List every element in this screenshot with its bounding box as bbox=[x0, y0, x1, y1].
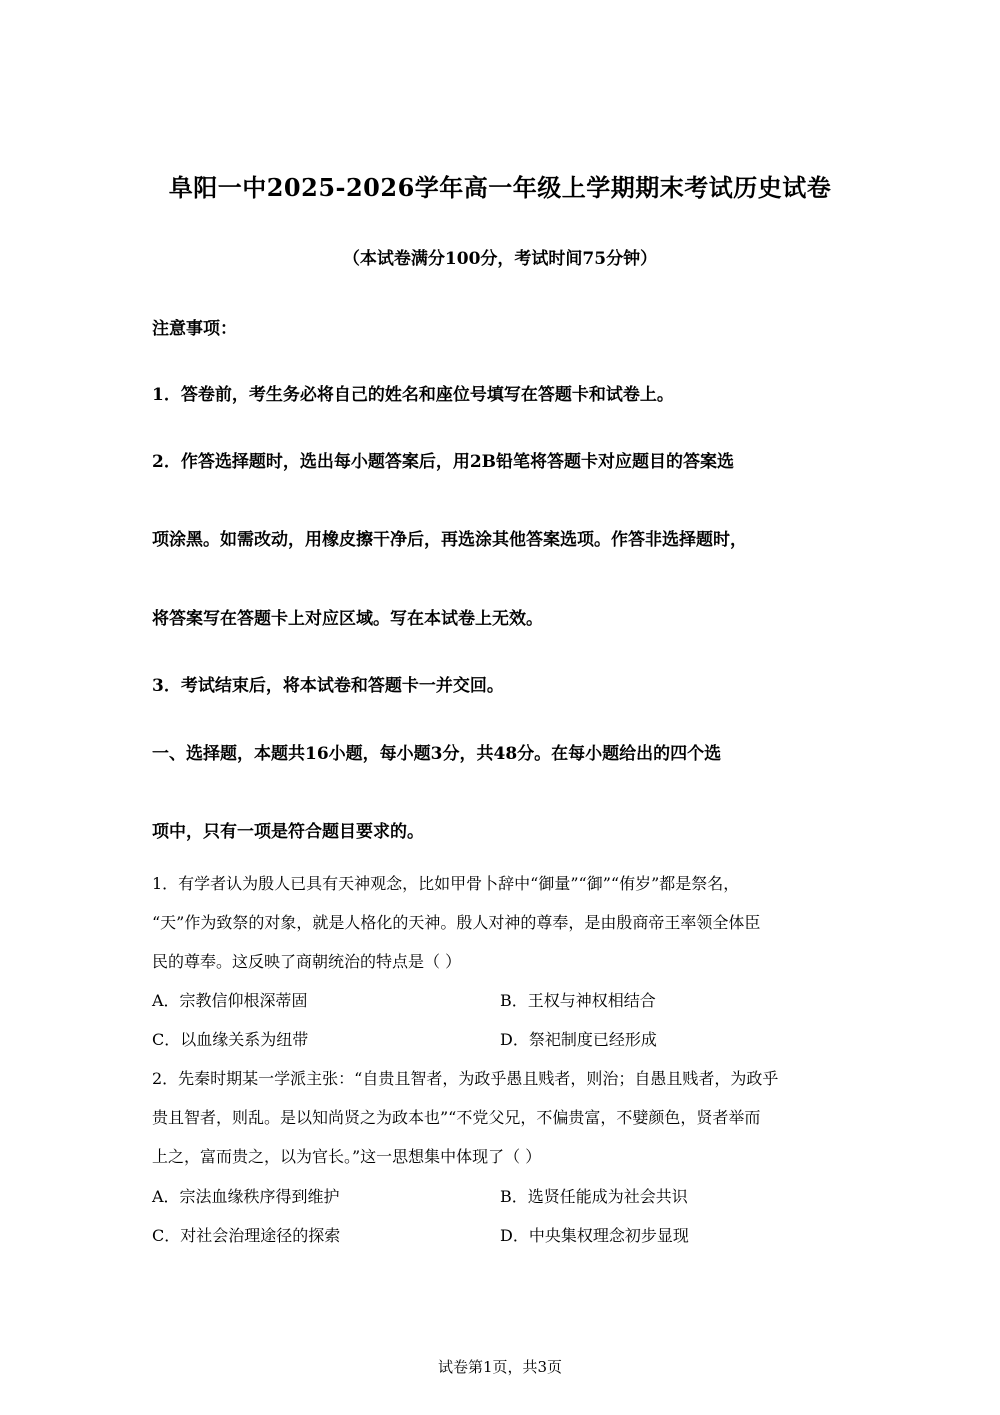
question-1-option-b: B．王权与神权相结合 bbox=[500, 991, 656, 1010]
page-footer: 试卷第1页，共3页 bbox=[437, 1358, 563, 1376]
notice-item-3: 3．考试结束后，将本试卷和答题卡一并交回。 bbox=[152, 676, 504, 696]
question-2-option-a: A．宗法血缘秩序得到维护 bbox=[152, 1187, 340, 1206]
question-2-line-1: 2．先秦时期某一学派主张：“自贵且智者，为政乎愚且贱者，则治；自愚且贱者，为政乎 bbox=[152, 1069, 779, 1088]
question-2-line-2: 贵且智者，则乱。是以知尚贤之为政本也”“不党父兄，不偏贵富，不嬖颜色，贤者举而 bbox=[152, 1108, 761, 1127]
notice-item-2-line-1: 2．作答选择题时，选出每小题答案后，用2B铅笔将答题卡对应题目的答案选 bbox=[152, 452, 735, 472]
exam-subtitle: （本试卷满分100分，考试时间75分钟） bbox=[342, 249, 658, 269]
question-2-line-3: 上之，富而贵之，以为官长。”这一思想集中体现了（ ） bbox=[152, 1147, 542, 1166]
question-1-option-c: C．以血缘关系为纽带 bbox=[152, 1030, 309, 1049]
question-2-option-c: C．对社会治理途径的探索 bbox=[152, 1226, 341, 1245]
section-heading-line-2: 项中，只有一项是符合题目要求的。 bbox=[152, 822, 424, 842]
notice-item-2-line-3: 将答案写在答题卡上对应区域。写在本试卷上无效。 bbox=[152, 609, 543, 629]
notice-item-1: 1．答卷前，考生务必将自己的姓名和座位号填写在答题卡和试卷上。 bbox=[152, 385, 674, 405]
question-2-option-b: B．选贤任能成为社会共识 bbox=[500, 1187, 688, 1206]
question-1-line-1: 1．有学者认为殷人已具有天神观念，比如甲骨卜辞中“御量”“御”“侑岁”都是祭名， bbox=[152, 874, 740, 893]
question-1-option-a: A．宗教信仰根深蒂固 bbox=[152, 991, 308, 1010]
question-1-option-d: D．祭祀制度已经形成 bbox=[500, 1030, 657, 1049]
section-heading-line-1: 一、选择题，本题共16小题，每小题3分，共48分。在每小题给出的四个选 bbox=[152, 744, 722, 764]
notice-item-2-line-2: 项涂黑。如需改动，用橡皮擦干净后，再选涂其他答案选项。作答非选择题时， bbox=[152, 530, 747, 550]
question-2-option-d: D．中央集权理念初步显现 bbox=[500, 1226, 689, 1245]
question-1-line-2: “天”作为致祭的对象，就是人格化的天神。殷人对神的尊奉，是由殷商帝王率领全体臣 bbox=[152, 913, 761, 932]
exam-title: 阜阳一中2025-2026学年高一年级上学期期末考试历史试卷 bbox=[168, 173, 832, 202]
notice-heading: 注意事项： bbox=[152, 319, 237, 339]
question-1-line-3: 民的尊奉。这反映了商朝统治的特点是（ ） bbox=[152, 952, 462, 971]
